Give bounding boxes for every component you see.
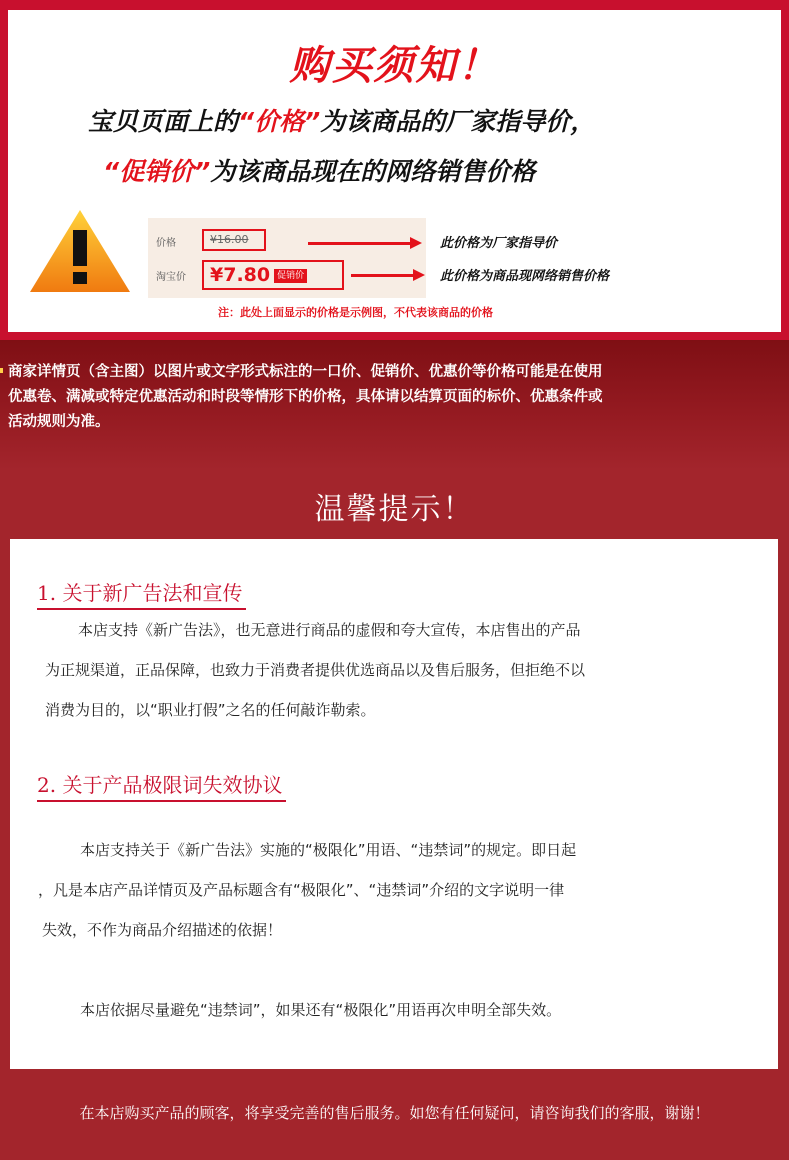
demo-new-price-box <box>202 260 344 290</box>
section2-heading-text: 2. 关于产品极限词失效协议 <box>37 773 283 797</box>
purchase-notice-frame <box>0 0 789 340</box>
section1-line: 为正规渠道，正品保障，也致力于消费者提供优选商品以及售后服务，但拒绝不以 <box>45 661 586 679</box>
purchase-notice-title: 购买须知！ <box>289 43 500 89</box>
price-disclaimer-band <box>0 340 789 470</box>
arrow-right-icon <box>308 242 416 245</box>
section2-heading <box>37 769 282 798</box>
section2-line: 本店支持关于《新广告法》实施的“极限化”用语、“违禁词”的规定。即日起 <box>80 841 577 859</box>
section2-line: ，凡是本店产品详情页及产品标题含有“极限化”、“违禁词”介绍的文字说明一律 <box>38 881 565 899</box>
example-disclaimer: 注：此处上面显示的价格是示例图，不代表该商品的价格 <box>218 306 493 319</box>
footer-service-text: 在本店购买产品的顾客，将享受完善的售后服务。如您有任何疑问，请咨询我们的客服，谢谢！ <box>79 1104 710 1122</box>
price-disclaimer-text <box>8 360 781 435</box>
demo-old-price: ¥16.00 <box>202 229 266 251</box>
disclaimer-line: 优惠卷、满减或特定优惠活动和时段等情形下的价格，具体请以结算页面的标价、优惠条件或 <box>8 389 603 405</box>
warm-tips-title: 温馨提示！ <box>314 492 475 527</box>
demo-price-label: 价格 <box>156 238 176 249</box>
promo-price-highlight: “促销价” <box>103 157 211 186</box>
heading-underline <box>37 800 286 802</box>
guide-price-note: 此价格为厂家指导价 <box>440 236 558 251</box>
section2-line: 失效，不作为商品介绍描述的依据！ <box>42 921 283 939</box>
warm-tips-card <box>10 539 778 1069</box>
online-price-note: 此价格为商品现网络销售价格 <box>440 269 610 284</box>
price-example-image <box>148 218 426 298</box>
section1-line: 本店支持《新广告法》，也无意进行商品的虚假和夸大宣传，本店售出的产品 <box>78 621 581 639</box>
price-explanation-line <box>88 102 595 138</box>
line2-text-b: 为该商品现在的网络销售价格 <box>210 157 536 186</box>
promo-price-explanation-line <box>103 152 535 188</box>
demo-taobao-label: 淘宝价 <box>156 272 186 283</box>
disclaimer-line: 商家详情页（含主图）以图片或文字形式标注的一口价、促销价、优惠价等价格可能是在使用 <box>8 364 603 380</box>
section1-heading-text: 1. 关于新广告法和宣传 <box>37 581 243 605</box>
warning-triangle-icon <box>28 208 132 294</box>
section1-heading <box>37 577 242 606</box>
demo-new-price: ¥7.80 <box>210 264 271 286</box>
purchase-notice-card <box>8 10 781 332</box>
line1-text-a: 宝贝页面上的 <box>88 107 239 136</box>
line1-text-b: 为该商品的厂家指导价， <box>320 107 596 136</box>
section1-line: 消费为目的，以“职业打假”之名的任何敲诈勒索。 <box>45 701 376 719</box>
demo-promo-tag: 促销价 <box>274 269 307 283</box>
disclaimer-line: 活动规则为准。 <box>8 414 110 430</box>
arrow-right-icon <box>351 274 419 277</box>
heading-underline <box>37 608 246 610</box>
bullet-dot <box>0 368 3 373</box>
price-highlight: “价格” <box>238 107 321 136</box>
section2-extra: 本店依据尽量避免“违禁词”，如果还有“极限化”用语再次申明全部失效。 <box>80 1001 562 1019</box>
